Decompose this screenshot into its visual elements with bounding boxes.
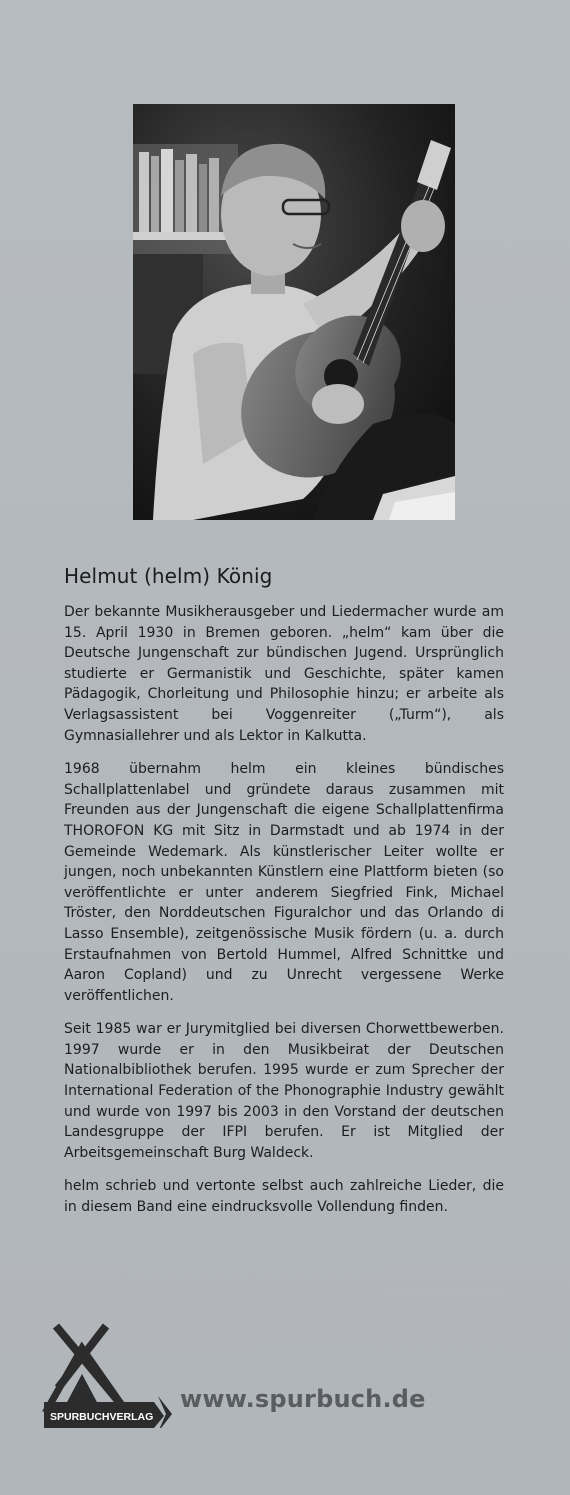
biography-text (64, 602, 504, 1231)
tent-logo-icon (42, 1318, 182, 1428)
biography-paragraph: helm schrieb und vertonte selbst auch zahlreiche Lieder, die in diesem Band eine eindrucksvolle Vollendung finden. (64, 1178, 504, 1216)
author-photo (133, 104, 455, 520)
author-name: Helmut (helm) König (64, 564, 273, 588)
publisher-logo (42, 1318, 182, 1428)
biography-paragraph: 1968 übernahm helm ein kleines bündisches Schallplattenlabel und gründete daraus zusammen mit Freunden aus der Jungenschaft die eigene Schallplattenfirma THOROFON KG mit Sitz in Darmstadt und ab 1974 in der Gemeinde Wedemark. Als künstlerischer Leiter wollte er jungen, noch unbekannten Künstlern eine Plattform bieten (so veröffentlichte er unter anderem Siegfried Fink, Michael Tröster, den Norddeutschen Figuralchor und das Orlando di Lasso Ensemble), zeitgenössische Musik fördern (u. a. durch Erstaufnahmen von Bertold Hummel, Alfred Schnittke und Aaron Copland) und zu Unrecht vergessene Werke veröffentlichen. (64, 761, 504, 1004)
publisher-logo-text: SPURBUCHVERLAG (50, 1411, 154, 1423)
biography-paragraph: Seit 1985 war er Jurymitglied bei diversen Chorwettbewerben. 1997 wurde er in den Musikbeirat der Deutschen Nationalbibliothek berufen. 1995 wurde er zum Sprecher der International Federation of the Phonographie Industry gewählt und wurde von 1997 bis 2003 in den Vorstand der deutschen Landesgruppe der IFPI berufen. Er ist Mitglied der Arbeitsgemeinschaft Burg Waldeck. (64, 1021, 504, 1161)
publisher-url[interactable]: www.spurbuch.de (180, 1385, 426, 1413)
biography-paragraph: Der bekannte Musikherausgeber und Liedermacher wurde am 15. April 1930 in Bremen geboren. „helm“ kam über die Deutsche Jungenschaft zur bündischen Jugend. Ursprünglich studierte er Germanistik und Geschichte, später kamen Pädagogik, Chorleitung und Philosophie hinzu; er arbeite als Verlagsassistent bei Voggenreiter („Turm“), als Gymnasiallehrer und als Lektor in Kalkutta. (64, 604, 504, 744)
portrait-photo-icon (133, 104, 455, 520)
